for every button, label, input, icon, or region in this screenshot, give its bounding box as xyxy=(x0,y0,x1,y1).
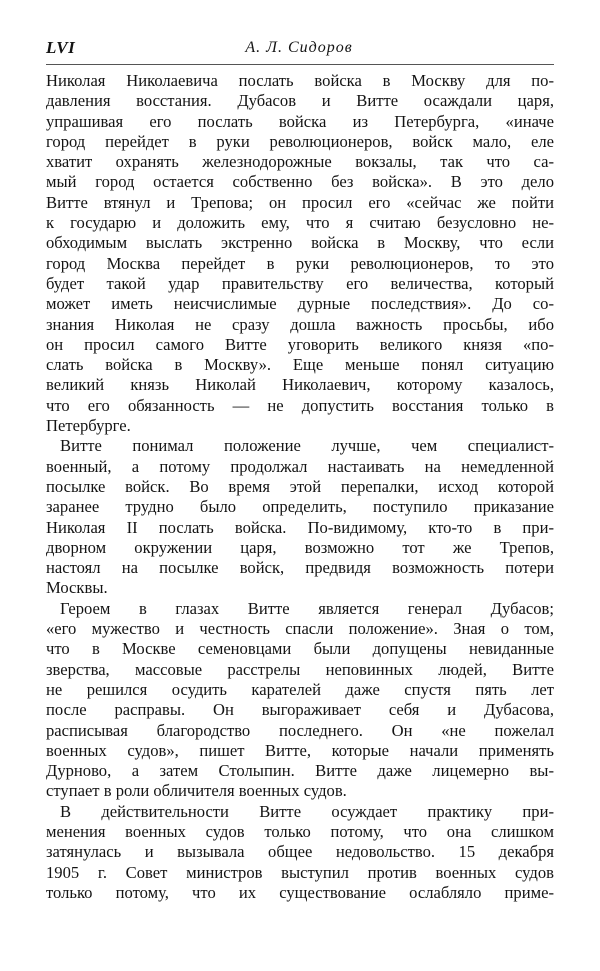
text-line: Дурново, а затем Столыпин. Витте даже лицемерно вы- xyxy=(46,761,554,781)
text-line: В действительности Витте осуждает практику при- xyxy=(60,801,554,821)
text-line: город Москва перейдет в руки революционеров, то это xyxy=(46,253,554,273)
text-line: военный, а потому продолжал настаивать на немедленной xyxy=(46,456,554,476)
text-line: настоял на посылке войск, предвидя возможность потери xyxy=(46,558,554,578)
paragraph xyxy=(46,802,554,903)
text-line: город перейдет в руки революционеров, войск мало, еле xyxy=(46,131,554,151)
text-line: мый город остается собственно без войска». В это дело xyxy=(46,172,554,192)
text-line: военных судов», пишет Витте, которые начали применять xyxy=(46,740,554,760)
text-line: «его мужество и честность спасли положение». Зная о том, xyxy=(46,619,554,639)
text-line: не решился осудить карателей даже спустя пять лет xyxy=(46,679,554,699)
text-line: может иметь неисчислимые дурные последствия». До со- xyxy=(46,294,554,314)
text-line: Николая II послать войска. По-видимому, кто-то в при- xyxy=(46,517,554,537)
text-line: посылке войск. Во время этой перепалки, исход которой xyxy=(46,476,554,496)
text-line: упрашивая его послать войска из Петербурга, «иначе xyxy=(46,111,554,131)
text-line: что его обязанность — не допустить восстания только в xyxy=(46,395,554,415)
text-line: великий князь Николай Николаевич, которому казалось, xyxy=(46,375,554,395)
text-line: Витте понимал положение лучше, чем специалист- xyxy=(60,436,554,456)
text-line: слать войска в Москву». Еще меньше понял ситуацию xyxy=(46,355,554,375)
text-line: знания Николая не сразу дошла важность просьбы, ибо xyxy=(46,314,554,334)
text-line: только потому, что их существование ослабляло приме- xyxy=(46,882,554,902)
text-line: Героем в глазах Витте является генерал Дубасов; xyxy=(60,598,554,618)
text-line: к государю и доложить ему, что я считаю безусловно не- xyxy=(46,213,554,233)
paragraph xyxy=(46,436,554,598)
text-line: после расправы. Он выгораживает себя и Дубасова, xyxy=(46,700,554,720)
text-line: будет такой удар правительству его величества, который xyxy=(46,273,554,293)
text-line: хватит охранять железнодорожные вокзалы, так что са- xyxy=(46,152,554,172)
running-head-author: А. Л. Сидоров xyxy=(245,39,353,56)
paragraph xyxy=(46,71,554,436)
text-line: Витте втянул и Трепова; он просил его «сейчас же пойти xyxy=(46,192,554,212)
text-line: 1905 г. Совет министров выступил против военных судов xyxy=(46,862,554,882)
header-rule xyxy=(46,64,554,65)
text-line: давления восстания. Дубасов и Витте осаждали царя, xyxy=(46,91,554,111)
text-line: менения военных судов только потому, что она слишком xyxy=(46,821,554,841)
text-line: Петербурге. xyxy=(46,416,131,436)
running-head xyxy=(46,38,552,62)
text-line: затянулась и вызывала общее недовольство. 15 декабря xyxy=(46,842,554,862)
page-number: LVI xyxy=(46,38,76,57)
text-line: ступает в роли обличителя военных судов. xyxy=(46,781,347,801)
text-line: заранее трудно было определить, поступило приказание xyxy=(46,497,554,517)
text-line: зверства, массовые расстрелы неповинных людей, Витте xyxy=(46,659,554,679)
text-line: Москвы. xyxy=(46,578,108,598)
paragraph xyxy=(46,599,554,802)
body-text xyxy=(46,71,554,903)
text-line: Николая Николаевича послать войска в Москву для по- xyxy=(46,71,554,90)
text-line: расписывая благородство последнего. Он «не пожелал xyxy=(46,720,554,740)
text-line: что в Москве семеновцами были допущены невиданные xyxy=(46,639,554,659)
text-line: обходимым выслать экстренно войска в Москву, что если xyxy=(46,233,554,253)
text-line: дворном окружении царя, возможно тот же Трепов, xyxy=(46,537,554,557)
text-line: он просил самого Витте уговорить великого князя «по- xyxy=(46,334,554,354)
